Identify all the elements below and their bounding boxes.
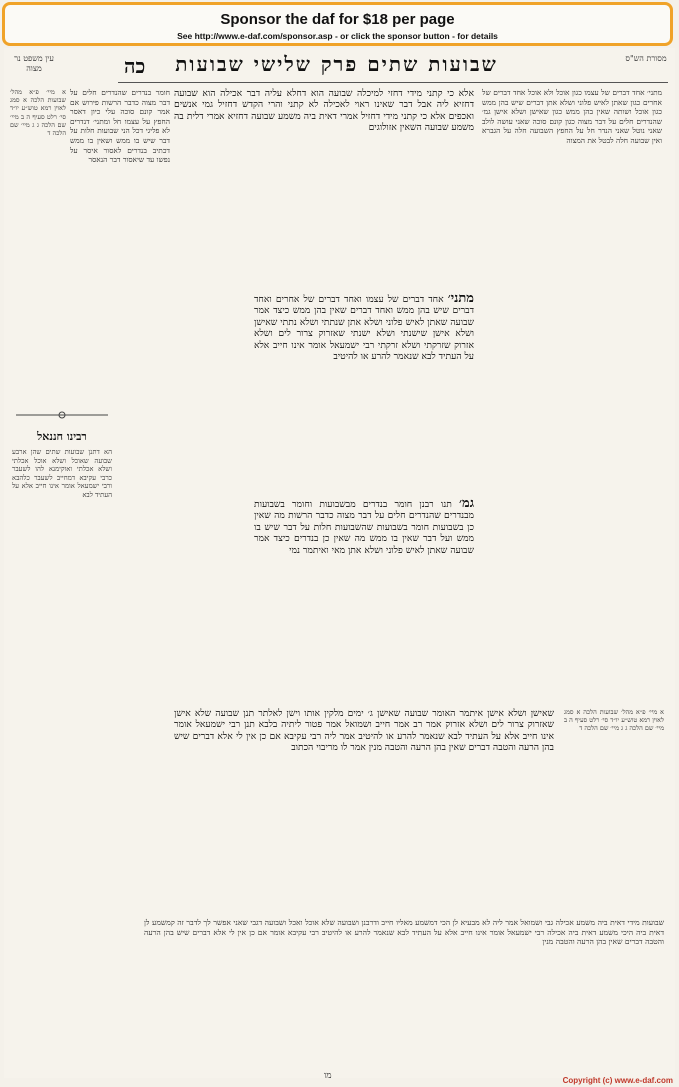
sponsor-title[interactable]: Sponsor the daf for $18 per page bbox=[220, 11, 455, 28]
ein-mishpat-corner: עין משפט נר מצוה bbox=[14, 54, 54, 73]
sponsor-banner[interactable] bbox=[2, 2, 673, 46]
gemara-top-text: אלא כי קתני מידי דחזי למיכלה שבועה הוא דחלא עליה דבר אכילה הוא שבועה דחזיא ליה אבל דבר שאינו ראוי לאכילה לא קתני והרי הקדש דחזיל גמי אנשים ואכפים אלא כי קתני מידי דחזיל אמרי דאית ביה משמע שבועה דחזיא אמרי דלית בה משמע שבועה השאין אזולוגים bbox=[174, 88, 474, 134]
sponsor-subtitle[interactable]: See http://www.e-daf.com/sponsor.asp - or click the sponsor button - for details bbox=[177, 31, 498, 41]
gemara-label: גמ׳ bbox=[459, 498, 474, 511]
rabbeinu-chananel-text: הא דתנן שבועות שתים שהן ארבע שבועה שאוכל ושלא אוכל אכלתי ושלא אכלתי ואוקימנא להו לשעבר כרבי עקיבא דמחייב לשעבר כלהבא ורבי ישמעאל אומר אינו חייב אלא על העתיד לבא bbox=[12, 448, 112, 499]
tosafot-column: חומר בנדרים שהנדרים חלים על דבר מצוה כדבר הרשות פירוש אם אמר קונם סוכה עלי כיון דאסר החפץ על עצמו חל ומתני׳ דנדרים לא פליגי דכל הני שבועות חלות על דבר שיש בו ממש ושאין בו ממש דכתיב בנדרים לאסור איסר על נפשו עד שיאסור דבר הנאסר bbox=[70, 88, 170, 165]
page-title: שבועות שתים פרק שלישי שבועות bbox=[175, 52, 498, 76]
mishna-block bbox=[254, 293, 474, 493]
mishna-label: מתני׳ bbox=[447, 293, 474, 306]
daf-number: כה bbox=[124, 54, 146, 78]
header-rule bbox=[118, 82, 668, 83]
rashi-column: מתני׳ אחד דברים של עצמו כגון אוכל ולא אוכל אחד דברים של אחרים כגון שאתן לאיש פלוני ושלא אתן דברים שיש בהן ממש כגון אוכל ושותה שאין בהן ממש כגון שאישן ושלא אישן גמ׳ שהנדרים חלים על דבר מצוה כגון קונם סוכה שאני עושה לולב שאני נוטל שאני הנדר חל על החפץ השבועה חלה על הגברא ואין שבועה חלה לבטל את המצוה bbox=[482, 88, 662, 145]
masoret-hashas-column: א מיי׳ פ״א מהל׳ שבועות הלכה א סמג לאוין רמא טוש״ע יו״ד סי׳ רלט סעיף ה ב מיי׳ שם הלכה ג ג מיי׳ שם הלכה ד bbox=[564, 708, 664, 733]
bottom-commentary: שבועות מידי דאית ביה משמע אכילה גבי ושמואל אמר ליה לא מבעיא לן הכי דמשמע מאליו חייב ודרבנן ושבועה שלא אוכל ואכל ושבועה דגבי שאני אפשר לך לדבר זה קמשמע לן דאית ביה היכי משמע דאית ביה אכילה רבי ישמעאל אומר אינו חייב אלא על העתיד לבא שנאמר להרע או להיטיב רבי עקיבא אומר אם כן אין לי אלא דברים שיש בהן הרעה והטבה דברים שאין בהן הרעה והטבה מנין bbox=[144, 918, 664, 947]
page-footer-number: מו bbox=[324, 1071, 332, 1081]
ein-mishpat-column: א מיי׳ פ״א מהל׳ שבועות הלכה א סמג לאוין רמא טוש״ע יו״ד סי׳ רלט סעיף ה ב מיי׳ שם הלכה ג ג מיי׳ שם הלכה ד bbox=[10, 88, 66, 138]
mishna-text: אחד דברים של עצמו ואחד דברים של אחרים ואחד דברים שיש בהן ממש ואחד דברים שאין בהן ממש כיצד אמר שבועה שאתן לאיש פלוני ושלא אתן שנתתי ושלא נתתי שאישן ושלא אישן שישנתי ושלא ישנתי שאזרוק צרור לים ושלא אזרוק שזרקתי ושלא זרקתי רבי ישמעאל אומר אינו חייב אלא על העתיד לבא שנאמר להרע או להיטיב bbox=[254, 294, 474, 363]
copyright-link[interactable]: Copyright (c) www.e-daf.com bbox=[562, 1076, 673, 1085]
masoret-corner: מסורת הש"ס bbox=[625, 54, 667, 63]
rabbeinu-chananel-title: רבינו חננאל bbox=[37, 430, 87, 443]
gemara-text: תנו רבנן חומר בנדרים מבשבועות וחומר בשבועות מבנדרים שהנדרים חלים על דבר מצוה כדבר הרשות מה שאין כן בשבועות חומר בשבועות שהשבועות חלות על דבר שיש בו ממש ועל דבר שאין בו ממש מה שאין כן בנדרים כיצד אמר שבועה שאתן לאיש פלוני ושלא אתן מאי ואיתמר נמי bbox=[254, 499, 474, 556]
gemara-bottom-text: שאישן ושלא אישן איתמר האומר שבועה שאישן ג׳ ימים מלקין אותו וישן לאלתר תנן שבועה שלא אישן שאזרוק צרור לים ושלא אזרוק אמר רב אמר חייב ושמואל אמר פטור ליתיה בלבא תנן רבי ישמעאל אומר אינו חייב אלא על העתיד לבא שנאמר להרע או להיטיב אמר ליה רבי עקיבא אם כן אין לי אלא דברים שיש בהן הרעה והטבה דברים שאין בהן הרעה והטבה מנין אמר לו מריבוי הכתוב bbox=[174, 708, 554, 754]
ornament-divider bbox=[14, 408, 110, 422]
gemara-block bbox=[254, 498, 474, 698]
